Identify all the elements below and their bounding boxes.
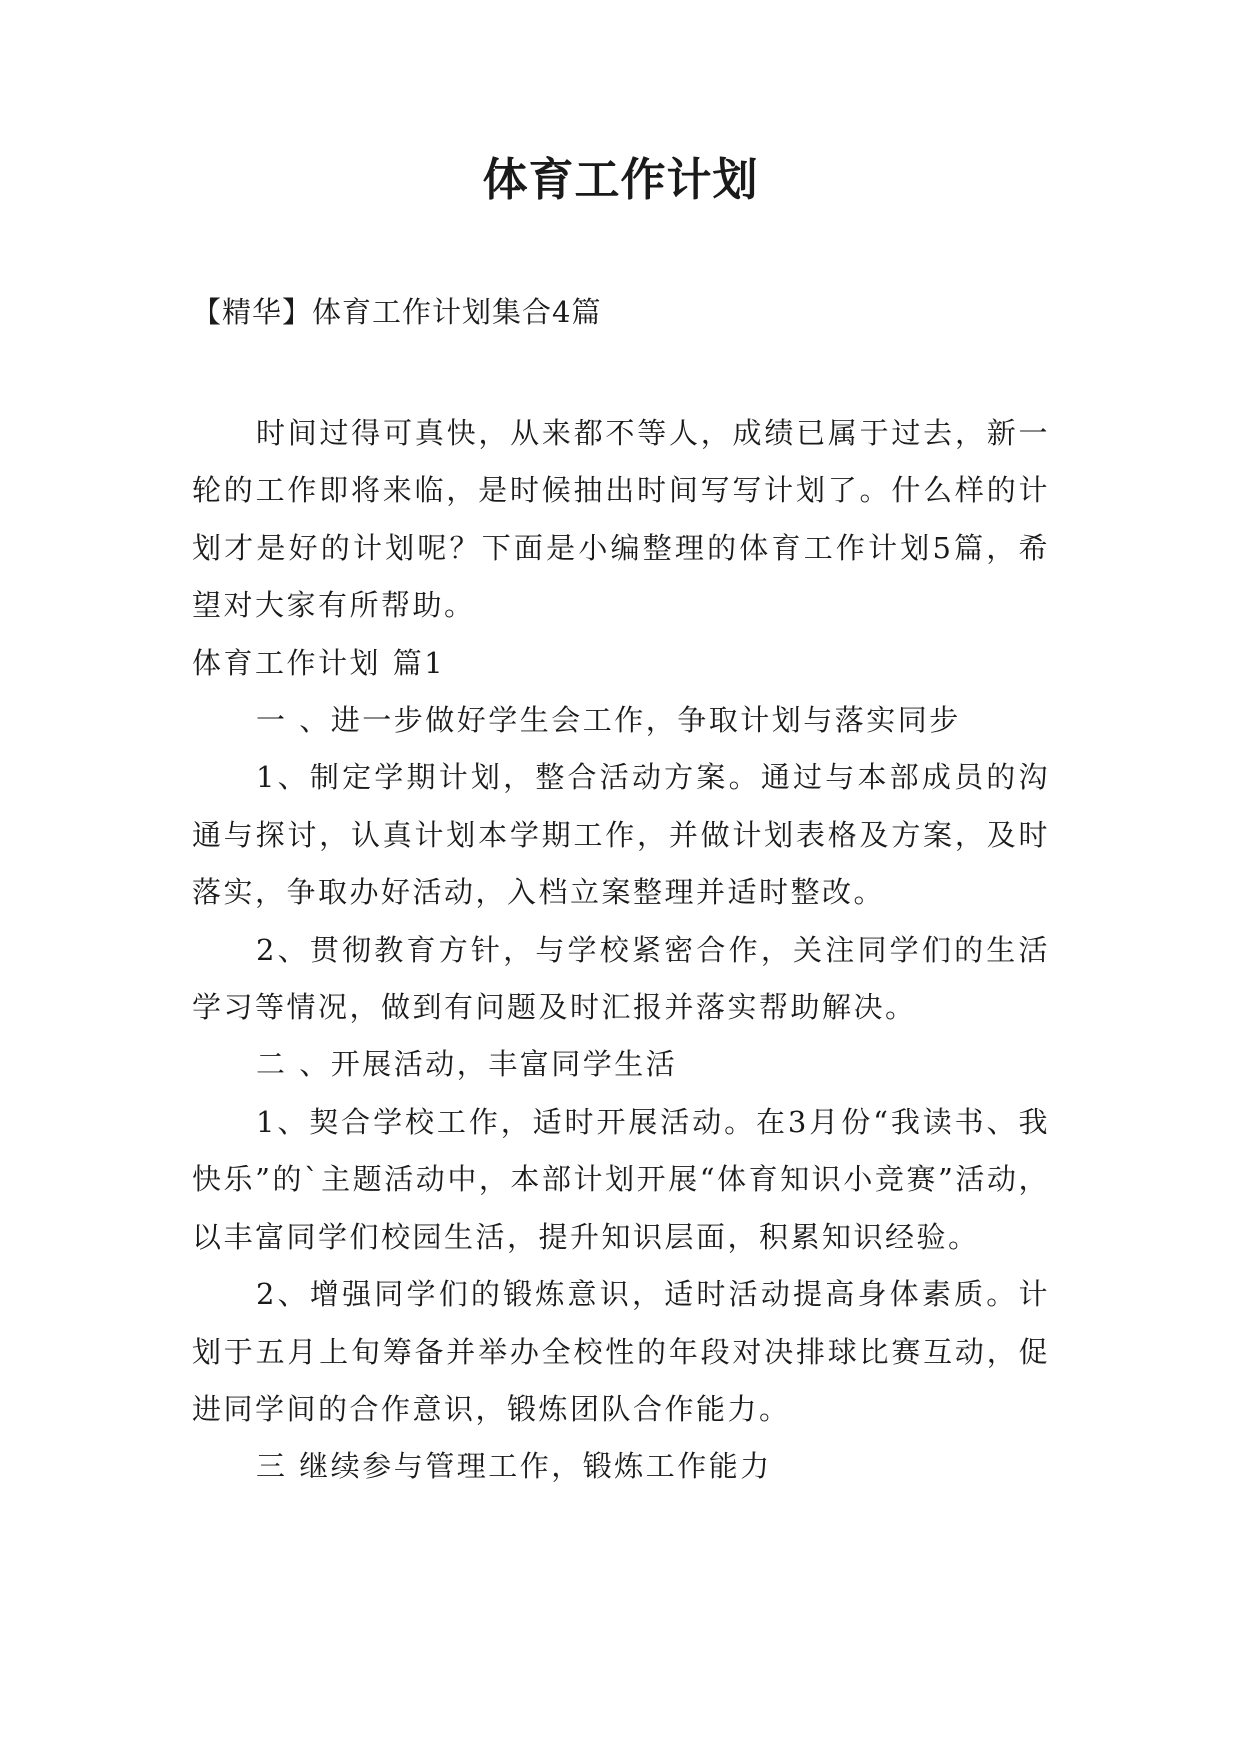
subsection-heading: 二 、开展活动，丰富同学生活 [256,1047,678,1082]
document-body [192,405,1050,1496]
paragraph: 2、贯彻教育方针，与学校紧密合作，关注同学们的生活学习等情况，做到有问题及时汇报并落实帮助解决。 [192,932,1050,1025]
subsection-heading: 一 、进一步做好学生会工作，争取计划与落实同步 [256,703,961,738]
document-title: 体育工作计划 [482,153,759,206]
paragraph: 1、契合学校工作，适时开展活动。在3月份“我读书、我快乐”的`主题活动中，本部计划开展“体育知识小竞赛”活动，以丰富同学们校园生活，提升知识层面，积累知识经验。 [192,1104,1050,1254]
intro-paragraph: 时间过得可真快，从来都不等人，成绩已属于过去，新一轮的工作即将来临，是时候抽出时间写写计划了。什么样的计划才是好的计划呢？下面是小编整理的体育工作计划5篇，希望对大家有所帮助。 [192,416,1050,623]
section-heading: 体育工作计划 篇1 [192,645,446,680]
paragraph: 1、制定学期计划，整合活动方案。通过与本部成员的沟通与探讨，认真计划本学期工作，并做计划表格及方案，及时落实，争取办好活动，入档立案整理并适时整改。 [192,760,1050,910]
paragraph: 2、增强同学们的锻炼意识，适时活动提高身体素质。计划于五月上旬筹备并举办全校性的年段对决排球比赛互动，促进同学间的合作意识，锻炼团队合作能力。 [192,1277,1050,1426]
document-subtitle: 【精华】体育工作计划集合4篇 [192,295,602,329]
subsection-heading: 三 继续参与管理工作，锻炼工作能力 [256,1449,772,1484]
